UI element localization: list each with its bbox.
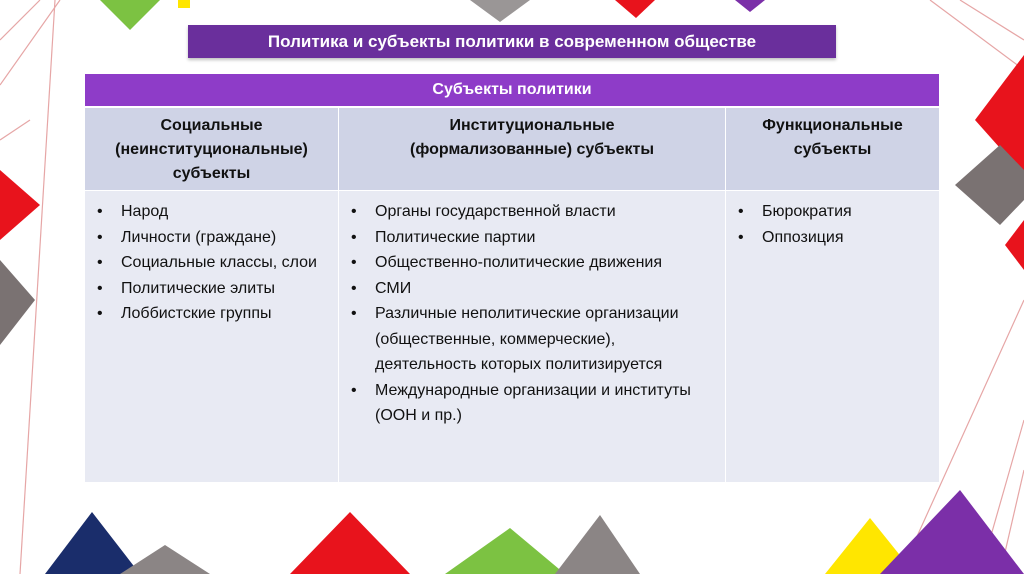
deco-triangle-grey-bottom-1 (120, 545, 210, 574)
column-body-functional (726, 190, 939, 482)
deco-diamond-grey-left (0, 260, 35, 345)
deco-diamond-red-left (0, 170, 40, 240)
list-item: • Социальные классы, слои (97, 250, 330, 276)
deco-triangle-grey-bottom-2 (555, 515, 640, 574)
column-body-institutional (339, 190, 726, 482)
bullet-list (97, 199, 330, 327)
list-item: • Лоббистские группы (97, 301, 330, 327)
deco-triangle-purple-bottom (880, 490, 1024, 574)
deco-triangle-red-bottom (290, 512, 410, 574)
list-item: • Политические партии (351, 225, 717, 251)
deco-diamond-red-right-2 (1005, 220, 1024, 270)
deco-triangle-navy-bottom (45, 512, 140, 574)
deco-triangle-green-top (100, 0, 160, 30)
deco-triangle-red-top (615, 0, 655, 18)
list-item: • Политические элиты (97, 276, 330, 302)
list-item: • Различные неполитические организации (общественные, коммерческие), деятельность которых политизируется (351, 301, 717, 378)
deco-triangle-green-bottom (445, 528, 565, 574)
deco-triangle-grey-top (470, 0, 530, 22)
column-heading-functional: Функциональные субъекты (726, 106, 939, 190)
column-heading-institutional: Институциональные (формализованные) субъекты (339, 106, 726, 190)
slide-title: Политика и субъекты политики в современном обществе (188, 25, 836, 58)
bullet-list (351, 199, 717, 429)
list-item: • Народ (97, 199, 330, 225)
list-item: • Личности (граждане) (97, 225, 330, 251)
list-item: • СМИ (351, 276, 717, 302)
list-item: • Бюрократия (738, 199, 931, 225)
bullet-list (738, 199, 931, 250)
deco-square-yellow-top (178, 0, 190, 8)
list-item: • Международные организации и институты (ООН и пр.) (351, 378, 717, 429)
subjects-table (85, 74, 939, 482)
column-body-social (85, 190, 339, 482)
deco-triangle-purple-top (735, 0, 765, 12)
list-item: • Общественно-политические движения (351, 250, 717, 276)
list-item: • Оппозиция (738, 225, 931, 251)
table-header: Субъекты политики (85, 74, 939, 106)
list-item: • Органы государственной власти (351, 199, 717, 225)
column-heading-social: Социальные (неинституциональные) субъекты (85, 106, 339, 190)
